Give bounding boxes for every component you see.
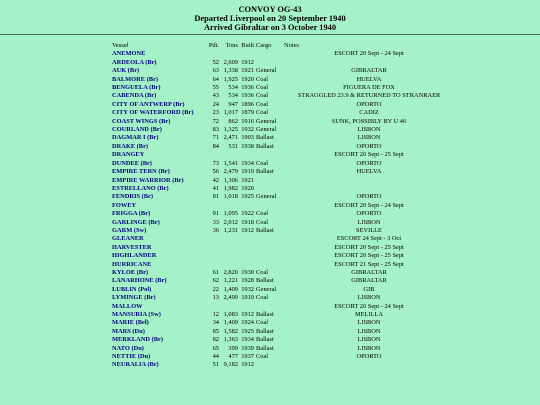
cell-tons: 2,471 [223, 134, 238, 142]
cell-built [238, 151, 254, 159]
cell-notes: LISBON [357, 218, 381, 226]
table-row [112, 185, 454, 193]
cell-notes: ESCORT 21 Sept - 25 Sept [334, 260, 404, 268]
cell-cargo: Coal [256, 84, 269, 92]
cell-vessel: NETTIE (Du) [112, 353, 151, 361]
cell-tons [219, 235, 238, 243]
cell-tons: 399 [228, 344, 238, 352]
cell-cargo [254, 303, 284, 311]
cell-pdt [203, 252, 219, 260]
cell-built: 1912 [241, 311, 254, 318]
cell-notes: CADIZ [359, 109, 379, 117]
cell-vessel: CABENDA (Br) [112, 92, 157, 100]
cell-pdt [203, 261, 219, 269]
cell-vessel: MERKLAND (Br) [112, 336, 163, 344]
table-row [112, 303, 454, 311]
cell-cargo: Ballast [256, 168, 274, 176]
cell-vessel: DAGMAR I (Br) [112, 134, 159, 142]
cell-tons: 1,982 [223, 184, 238, 192]
cell-tons [219, 244, 238, 252]
cell-tons: 2,609 [223, 58, 238, 66]
table-row [112, 134, 454, 142]
table-row [112, 177, 454, 185]
table-row [112, 261, 454, 269]
cell-notes: OPORTO [356, 142, 382, 150]
convoy-table [112, 42, 454, 370]
cell-vessel: LUBLIN (Pol) [112, 285, 152, 293]
cell-cargo: Coal [256, 210, 269, 218]
cell-tons: 1,017 [223, 109, 238, 117]
table-row [112, 286, 454, 294]
cell-vessel: NATO (Du) [112, 344, 144, 352]
cell-vessel: LYMINGE (Br) [112, 294, 156, 302]
cell-vessel: DUNDEE (Br) [112, 159, 152, 167]
cell-vessel: ESTRELLANO (Br) [112, 184, 169, 192]
cell-cargo: Ballast [256, 344, 274, 352]
cell-pdt: 13 [212, 294, 219, 302]
cell-pdt [203, 235, 219, 243]
cell-notes: ESCORT 20 Sept - 25 Sept [334, 151, 404, 159]
cell-notes: LISBON [357, 327, 381, 335]
cell-tons: 1,231 [223, 226, 238, 234]
cell-cargo: Coal [256, 353, 269, 361]
cell-built: 1938 [241, 142, 254, 150]
cell-notes: OPORTO [356, 159, 382, 167]
cell-notes: SEVILLE [356, 226, 382, 234]
cell-notes: OPORTO [356, 193, 382, 201]
cell-built [238, 202, 254, 210]
document-header [0, 0, 540, 32]
cell-vessel: ARDEOLA (Br) [112, 58, 157, 66]
cell-built: 1928 [241, 277, 254, 285]
cell-pdt: 61 [212, 268, 219, 276]
table-row [112, 235, 454, 243]
cell-tons: 1,018 [223, 193, 238, 201]
cell-cargo: General [256, 126, 277, 134]
cell-built: 1932 [241, 126, 254, 134]
cell-pdt: 52 [212, 58, 219, 66]
cell-tons: 1,221 [223, 277, 238, 285]
table-row [112, 126, 454, 134]
col-built: Built [241, 42, 254, 49]
cell-tons [219, 261, 238, 269]
cell-pdt: 36 [212, 226, 219, 234]
cell-vessel: BALMORE (Br) [112, 75, 158, 83]
cell-vessel: EMPIRE TERN (Br) [112, 168, 170, 176]
cell-pdt: 56 [212, 168, 219, 176]
cell-tons: 477 [228, 353, 238, 361]
cell-cargo: Ballast [256, 134, 274, 142]
cell-cargo [254, 361, 284, 369]
cell-tons: 1,541 [223, 159, 238, 167]
cell-built: 1939 [241, 344, 254, 352]
cell-vessel: LANARHONE (Br) [112, 277, 167, 285]
cell-tons [219, 202, 238, 210]
cell-pdt: 84 [212, 142, 219, 150]
cell-pdt: 43 [212, 92, 219, 100]
table-row [112, 84, 454, 92]
cell-cargo [254, 177, 284, 185]
cell-notes: HUELVA [356, 168, 382, 176]
cell-cargo [254, 151, 284, 159]
cell-built: 1936 [241, 92, 254, 100]
cell-tons: 862 [228, 117, 238, 125]
cell-vessel: BENGUELA (Br) [112, 84, 161, 92]
cell-tons: 1,582 [223, 327, 238, 335]
table-row [112, 101, 454, 109]
col-tons: Tons [225, 42, 238, 49]
table-row [112, 361, 454, 369]
cell-vessel: CITY OF ANTWERP (Br) [112, 100, 185, 108]
table-row [112, 202, 454, 210]
cell-vessel: COAST WINGS (Br) [112, 117, 171, 125]
cell-built [238, 303, 254, 311]
table-row [112, 210, 454, 218]
table-row [112, 50, 454, 58]
cell-pdt: 42 [212, 176, 219, 184]
cell-tons: 1,363 [223, 336, 238, 344]
cell-built: 1924 [241, 319, 254, 327]
cell-pdt [203, 303, 219, 311]
cell-tons: 1,338 [223, 67, 238, 75]
cell-notes: GIBRALTAR [351, 268, 387, 276]
cell-built: 1925 [241, 193, 254, 201]
cell-cargo: Ballast [256, 336, 274, 344]
cell-vessel: FRIGGA (Br) [112, 210, 151, 218]
cell-tons: 1,083 [223, 311, 238, 318]
cell-tons: 534 [228, 92, 238, 100]
cell-pdt: 33 [212, 218, 219, 226]
cell-built: 1916 [241, 117, 254, 125]
cell-vessel: MANSURIA (Sw) [112, 311, 161, 318]
cell-notes: FIGUERA DE FOX [343, 84, 395, 92]
table-row [112, 118, 454, 126]
cell-pdt: 24 [212, 100, 219, 108]
table-row [112, 76, 454, 84]
cell-cargo: Coal [256, 100, 269, 108]
cell-cargo: General [256, 117, 277, 125]
cell-cargo: Ballast [256, 277, 274, 285]
cell-pdt: 44 [212, 353, 219, 361]
table-row [112, 193, 454, 201]
cell-built: 1921 [241, 67, 254, 75]
cell-vessel: AUK (Br) [112, 67, 140, 75]
table-row [112, 319, 454, 327]
table-row [112, 353, 454, 361]
cell-cargo: General [256, 67, 277, 75]
cell-built: 1930 [241, 268, 254, 276]
cell-notes: HUELVA [356, 75, 382, 83]
cell-vessel: KYLOE (Br) [112, 268, 149, 276]
cell-notes: ESCORT 24 Sept - 3 Oct [336, 235, 402, 243]
table-row [112, 151, 454, 159]
cell-built: 1918 [241, 218, 254, 226]
cell-pdt: 34 [212, 319, 219, 327]
cell-pdt: 65 [212, 344, 219, 352]
cell-vessel: GARM (Sw) [112, 226, 147, 234]
cell-cargo: Ballast [256, 142, 274, 150]
cell-tons [219, 50, 238, 58]
cell-notes: GIBRALTAR [351, 277, 387, 285]
cell-built: 1932 [241, 285, 254, 293]
cell-built: 1920 [241, 184, 254, 192]
cell-vessel: MALLOW [112, 302, 143, 310]
cell-vessel: NEURALIA (Br) [112, 361, 159, 369]
cell-notes: OPORTO [356, 100, 382, 108]
table-row [112, 294, 454, 302]
cell-built [238, 261, 254, 269]
table-row [112, 109, 454, 117]
cell-pdt: 85 [212, 327, 219, 335]
cell-built: 1936 [241, 84, 254, 92]
cell-pdt [203, 202, 219, 210]
cell-vessel: MARIE (Bel) [112, 319, 149, 327]
cell-tons: 1,306 [223, 176, 238, 184]
cell-built: 1912 [241, 361, 254, 369]
table-header-row [112, 42, 454, 50]
cell-pdt: 73 [212, 159, 219, 167]
table-row [112, 160, 454, 168]
cell-notes: GIBRALTAR [351, 67, 387, 75]
table-row [112, 227, 454, 235]
cell-cargo [254, 50, 284, 58]
cell-notes: LISBON [357, 344, 381, 352]
table-row [112, 59, 454, 67]
cell-pdt: 83 [212, 126, 219, 134]
cell-built: 1919 [241, 168, 254, 176]
table-row [112, 67, 454, 75]
cell-pdt: 23 [212, 109, 219, 117]
cell-built: 1921 [241, 176, 254, 184]
cell-built: 1920 [241, 75, 254, 83]
cell-vessel: FOWEY [112, 201, 137, 209]
cell-tons: 947 [228, 100, 238, 108]
cell-notes: LISBON [357, 319, 381, 327]
cell-notes: ESCORT 20 Sept - 25 Sept [334, 252, 404, 260]
cell-vessel: HIGHLANDER [112, 252, 157, 260]
cell-pdt: 12 [212, 311, 219, 318]
cell-vessel: HARVESTER [112, 243, 152, 251]
cell-pdt: 64 [212, 75, 219, 83]
cell-built [238, 252, 254, 260]
cell-built: 1912 [241, 226, 254, 234]
cell-built: 1912 [241, 58, 254, 66]
cell-built: 1879 [241, 109, 254, 117]
cell-cargo [254, 244, 284, 252]
cell-built: 1903 [241, 134, 254, 142]
cell-notes: ESCORT 20 Sept - 25 Sept [334, 243, 404, 251]
table-row [112, 219, 454, 227]
cell-cargo: Coal [256, 159, 269, 167]
cell-built: 1896 [241, 100, 254, 108]
cell-built: 1937 [241, 353, 254, 361]
cell-notes: ESCORT 20 Sept - 24 Sept [334, 302, 404, 310]
cell-notes [284, 185, 454, 193]
cell-tons: 1,095 [223, 210, 238, 218]
cell-notes: GIB [363, 285, 375, 293]
cell-vessel: GARLINGE (Br) [112, 218, 160, 226]
cell-notes: LISBON [357, 336, 381, 344]
cell-vessel: GLEANER [112, 235, 144, 243]
cell-tons: 2,820 [223, 268, 238, 276]
table-row [112, 92, 454, 100]
cell-built: 1919 [241, 294, 254, 302]
departed-line: Departed Liverpool on 20 September 1940 [194, 14, 346, 23]
cell-tons [219, 252, 238, 260]
table-row [112, 143, 454, 151]
cell-built: 1925 [241, 327, 254, 335]
cell-pdt: 82 [212, 336, 219, 344]
cell-notes: LISBON [357, 126, 381, 134]
cell-cargo: Coal [256, 268, 269, 276]
cell-notes [284, 59, 454, 67]
cell-cargo: Coal [256, 109, 269, 117]
cell-vessel: MARS (Du) [112, 327, 145, 335]
cell-pdt: 22 [212, 285, 219, 293]
col-vessel: Vessel [112, 42, 129, 49]
cell-pdt: 51 [212, 361, 219, 369]
cell-notes: ESCORT 20 Sept - 24 Sept [334, 50, 404, 58]
cell-vessel: COURLAND (Br) [112, 126, 162, 134]
cell-pdt: 55 [212, 84, 219, 92]
cell-notes [284, 177, 454, 185]
cell-cargo [254, 261, 284, 269]
cell-cargo [254, 235, 284, 243]
col-pdt: Pdt. [208, 42, 219, 49]
table-row [112, 168, 454, 176]
cell-tons: 1,409 [223, 285, 238, 293]
cell-pdt: 71 [212, 134, 219, 142]
cell-built [238, 235, 254, 243]
cell-cargo [254, 185, 284, 193]
cell-tons [219, 151, 238, 159]
cell-pdt: 72 [212, 117, 219, 125]
cell-tons [219, 303, 238, 311]
cell-built: 1922 [241, 210, 254, 218]
cell-tons: 2,479 [223, 168, 238, 176]
cell-cargo: Ballast [256, 226, 274, 234]
cell-notes: LISBON [357, 134, 381, 142]
col-notes: Notes [284, 42, 299, 49]
cell-tons: 1,925 [223, 75, 238, 83]
cell-cargo [254, 59, 284, 67]
cell-cargo: General [256, 285, 277, 293]
cell-tons: 534 [228, 84, 238, 92]
cell-notes: MELILLA [354, 311, 384, 318]
cell-notes: OPORTO [356, 210, 382, 218]
table-row [112, 269, 454, 277]
convoy-title: CONVOY OG-43 [238, 5, 302, 14]
cell-vessel: EMPIRE WARRIOR (Br) [112, 176, 184, 184]
cell-vessel: HURRICANE [112, 260, 152, 268]
cell-cargo [254, 252, 284, 260]
cell-vessel: DRAKE (Br) [112, 142, 149, 150]
cell-vessel: ANEMONE [112, 50, 146, 58]
cell-notes [284, 361, 454, 369]
cell-pdt: 63 [212, 67, 219, 75]
cell-built [238, 244, 254, 252]
cell-pdt: 41 [212, 184, 219, 192]
cell-pdt [203, 244, 219, 252]
cell-cargo: Coal [256, 218, 269, 226]
table-row [112, 336, 454, 344]
cell-cargo [254, 202, 284, 210]
cell-cargo: Coal [256, 294, 269, 302]
cell-tons: 531 [228, 142, 238, 150]
cell-tons: 1,409 [223, 319, 238, 327]
table-row [112, 252, 454, 260]
table-row [112, 311, 454, 319]
cell-tons: 9,182 [223, 361, 238, 369]
cell-pdt [203, 50, 219, 58]
cell-built [238, 50, 254, 58]
cell-notes: SUNK, POSSIBLY BY U 46 [331, 117, 407, 125]
cell-cargo: Ballast [256, 327, 274, 335]
cell-cargo: Coal [256, 92, 269, 100]
cell-pdt: 62 [212, 277, 219, 285]
cell-vessel: FENDRIS (Br) [112, 193, 154, 201]
cell-cargo: Coal [256, 319, 269, 327]
cell-notes: OPORTO [356, 353, 382, 361]
cell-notes: STRAGGLED 23.9 & RETURNED TO STRANRAER [297, 92, 441, 100]
cell-notes: ESCORT 20 Sept - 24 Sept [334, 201, 404, 209]
cell-built: 1934 [241, 336, 254, 344]
header-divider [0, 34, 540, 35]
cell-tons: 2,499 [223, 294, 238, 302]
table-row [112, 328, 454, 336]
cell-tons: 1,325 [223, 126, 238, 134]
cell-pdt: 81 [212, 193, 219, 201]
cell-pdt [203, 151, 219, 159]
cell-cargo: Ballast [256, 311, 274, 318]
cell-vessel: CITY OF WATERFORD (Br) [112, 109, 194, 117]
cell-pdt: 91 [212, 210, 219, 218]
cell-tons: 2,012 [223, 218, 238, 226]
cell-cargo: Coal [256, 75, 269, 83]
cell-cargo: General [256, 193, 277, 201]
table-row [112, 244, 454, 252]
col-cargo: Cargo [256, 42, 272, 49]
table-row [112, 277, 454, 285]
cell-notes: LISBON [357, 294, 381, 302]
arrived-line: Arrived Gibraltar on 3 October 1940 [203, 23, 337, 32]
cell-vessel: DRANGEY [112, 151, 145, 159]
table-row [112, 345, 454, 353]
cell-built: 1934 [241, 159, 254, 167]
